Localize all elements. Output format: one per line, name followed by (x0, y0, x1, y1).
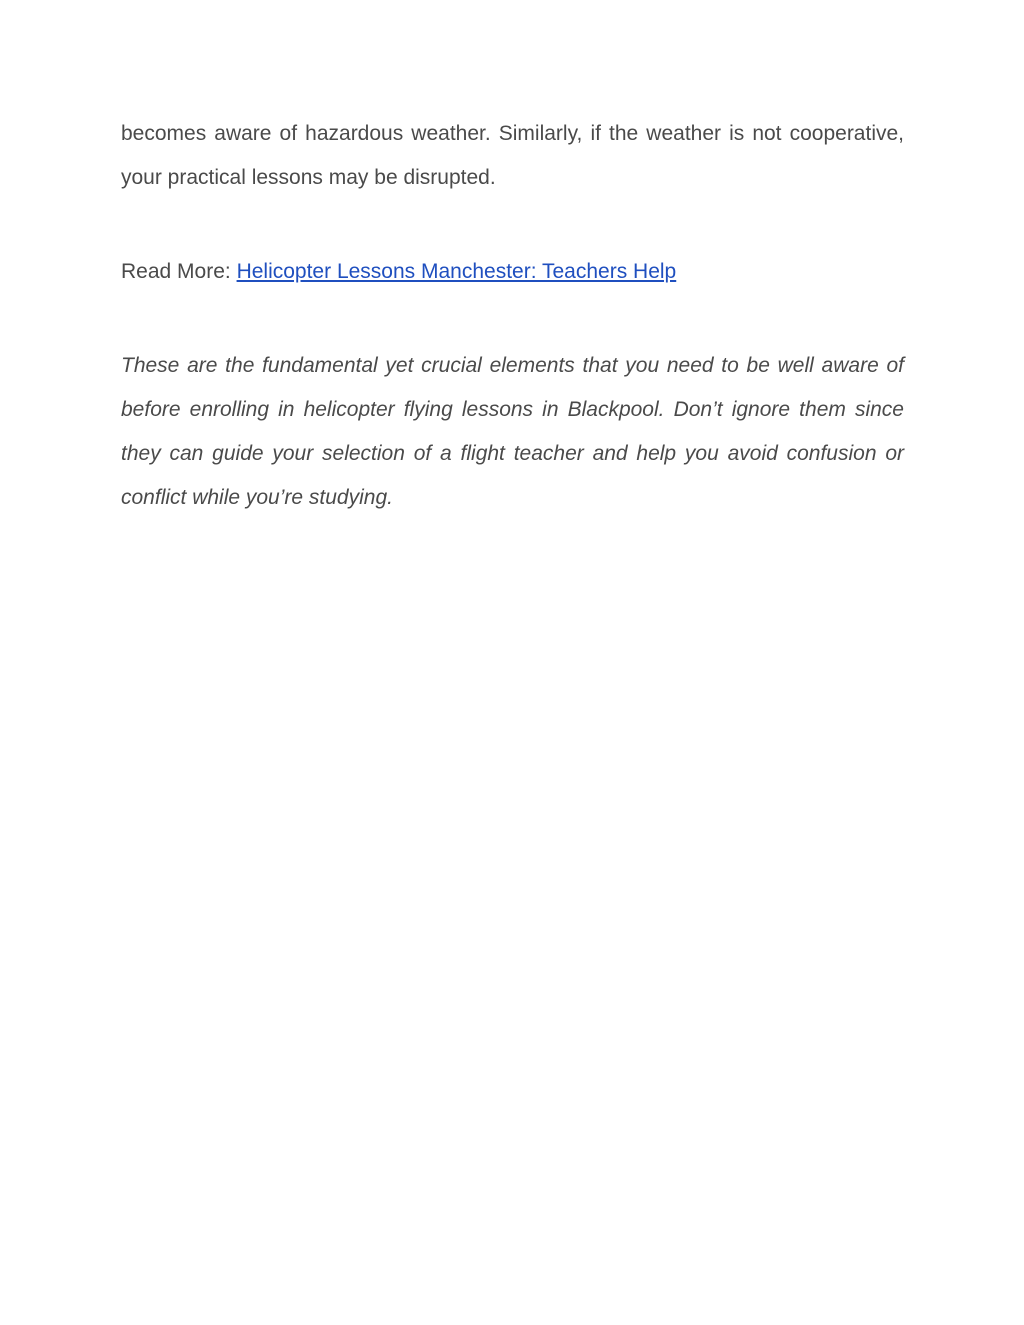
paragraph-weather: becomes aware of hazardous weather. Similarly, if the weather is not cooperative, your practical lessons may be disrupted. (121, 122, 904, 189)
read-more-label: Read More: (121, 260, 237, 283)
read-more-line (121, 250, 904, 294)
document-body (121, 112, 904, 520)
read-more-link[interactable]: Helicopter Lessons Manchester: Teachers Help (236, 260, 677, 283)
paragraph-conclusion: These are the fundamental yet crucial elements that you need to be well aware of before enrolling in helicopter flying lessons in Blackpool. Don’t ignore them since they can guide your selection of a flight teacher and help you avoid confusion or conflict while you’re studying. (121, 354, 904, 509)
